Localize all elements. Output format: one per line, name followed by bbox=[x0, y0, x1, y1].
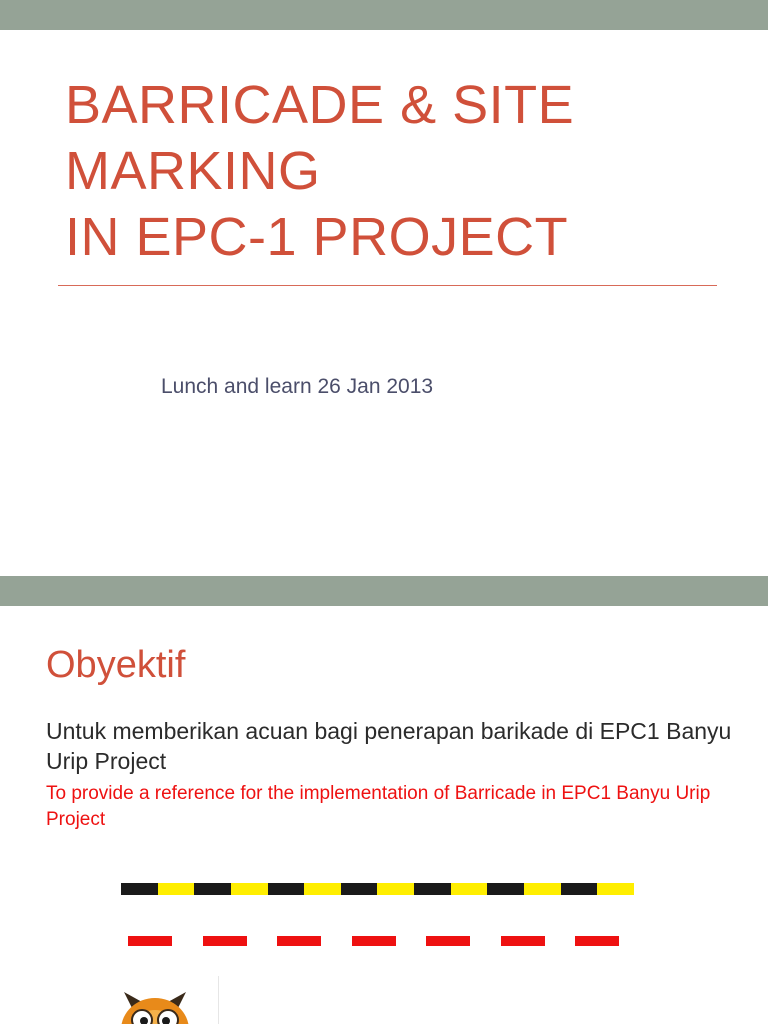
divider-line bbox=[218, 976, 219, 1024]
red-dash bbox=[352, 936, 396, 946]
tape-segment bbox=[524, 883, 561, 895]
red-dash bbox=[203, 936, 247, 946]
slide-title bbox=[65, 72, 745, 270]
barricade-tape-black-yellow bbox=[121, 883, 634, 895]
objective-text-english: To provide a reference for the implementation of Barricade in EPC1 Banyu Urip Project bbox=[46, 783, 711, 830]
tape-segment bbox=[487, 883, 524, 895]
title-line-1: BARRICADE & SITE bbox=[65, 75, 575, 135]
objective-text-indonesian: Untuk memberikan acuan bagi penerapan barikade di EPC1 Banyu Urip Project bbox=[46, 718, 732, 774]
header-bar bbox=[0, 576, 768, 606]
tape-segment bbox=[451, 883, 488, 895]
tape-segment bbox=[194, 883, 231, 895]
tape-segment bbox=[414, 883, 451, 895]
title-line-3: IN EPC-1 PROJECT bbox=[65, 207, 569, 267]
tape-segment bbox=[597, 883, 634, 895]
red-dash bbox=[128, 936, 172, 946]
red-dash bbox=[501, 936, 545, 946]
slide-subtitle: Lunch and learn 26 Jan 2013 bbox=[161, 375, 434, 398]
tape-segment bbox=[561, 883, 598, 895]
tape-segment bbox=[268, 883, 305, 895]
tape-segment bbox=[304, 883, 341, 895]
tape-segment bbox=[121, 883, 158, 895]
tape-segment bbox=[231, 883, 268, 895]
slide-heading: Obyektif bbox=[46, 644, 186, 686]
tape-segment bbox=[341, 883, 378, 895]
objective-slide bbox=[0, 576, 768, 1024]
barricade-tape-red-dashes bbox=[128, 936, 628, 946]
red-dash bbox=[426, 936, 470, 946]
tape-segment bbox=[377, 883, 414, 895]
tape-segment bbox=[158, 883, 195, 895]
red-dash bbox=[277, 936, 321, 946]
header-bar bbox=[0, 0, 768, 30]
title-line-2: MARKING bbox=[65, 141, 321, 201]
red-dash bbox=[575, 936, 619, 946]
owl-mascot-icon bbox=[110, 990, 200, 1024]
title-divider bbox=[58, 285, 717, 286]
